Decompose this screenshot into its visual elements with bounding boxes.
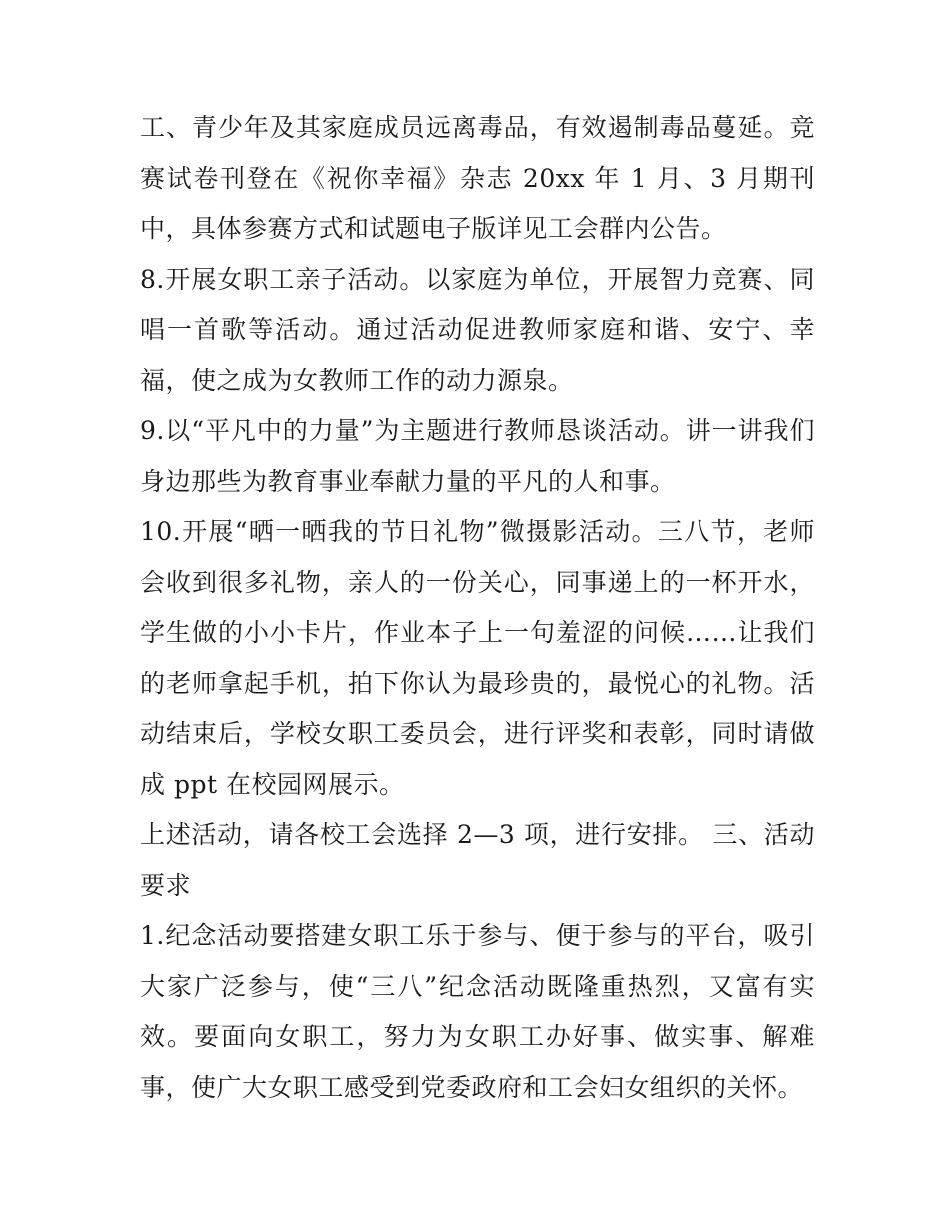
document-body xyxy=(140,103,815,1113)
paragraph-item-9: 9.以“平凡中的力量”为主题进行教师恳谈活动。讲一讲我们身边那些为教育事业奉献力量的平凡的人和事。 xyxy=(140,416,815,496)
paragraph-continuation: 工、青少年及其家庭成员远离毒品，有效遏制毒品蔓延。竞赛试卷刊登在《祝你幸福》杂志 20xx 年 1 月、3 月期刊中，具体参赛方式和试题电子版详见工会群内公告。 xyxy=(140,113,815,243)
paragraph-summary: 上述活动，请各校工会选择 2—3 项，进行安排。 三、活动要求 xyxy=(140,820,815,900)
paragraph-requirement-1: 1.纪念活动要搭建女职工乐于参与、便于参与的平台，吸引大家广泛参与，使“三八”纪念活动既隆重热烈，又富有实效。要面向女职工，努力为女职工办好事、做实事、解难事，使广大女职工感受到党委政府和工会妇女组织的关怀。 xyxy=(140,921,815,1102)
paragraph-item-8: 8.开展女职工亲子活动。以家庭为单位，开展智力竞赛、同唱一首歌等活动。通过活动促进教师家庭和谐、安宁、幸福，使之成为女教师工作的动力源泉。 xyxy=(140,264,815,395)
paragraph-item-10: 10.开展“晒一晒我的节日礼物”微摄影活动。三八节，老师会收到很多礼物，亲人的一份关心，同事递上的一杯开水，学生做的小小卡片，作业本子上一句羞涩的问候……让我们的老师拿起手机，拍下你认为最珍贵的，最悦心的礼物。活动结束后，学校女职工委员会，进行评奖和表彰，同时请做成 ppt 在校园网展示。 xyxy=(140,517,815,799)
